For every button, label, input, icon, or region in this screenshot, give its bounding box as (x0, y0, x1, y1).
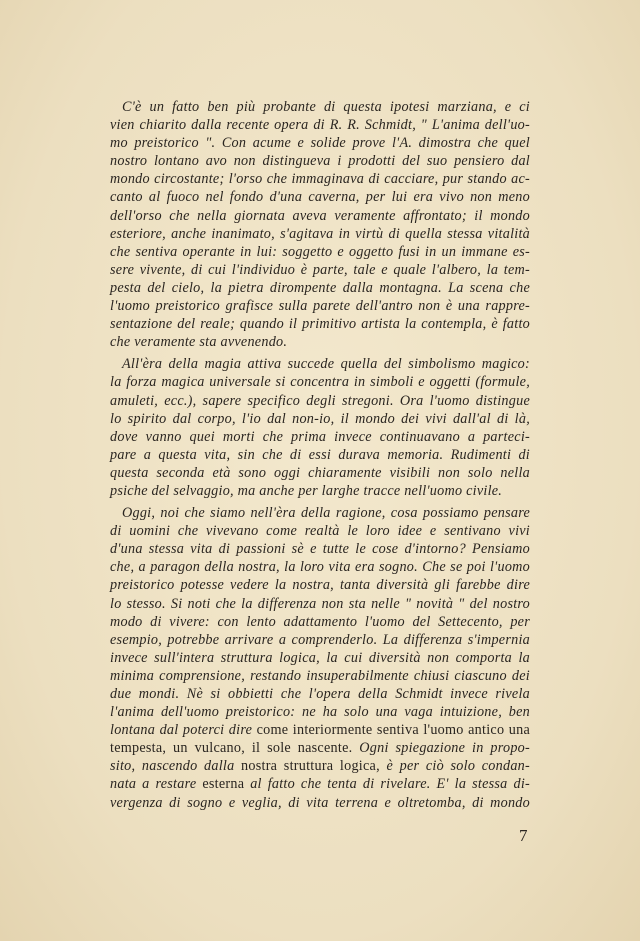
italic-text: che sentiva operante in lui: soggetto e oggetto fusi in un immane es- (110, 243, 530, 260)
paragraph (110, 355, 530, 500)
italic-text: preistorico potesse vedere la nostra, tanta diversità gli farebbe dire (110, 577, 530, 594)
text-line (110, 576, 530, 594)
text-line (110, 134, 530, 152)
italic-text: nata a restare (110, 776, 197, 793)
text-line (110, 540, 530, 558)
text-line (110, 685, 530, 703)
roman-text: esterna (196, 776, 245, 793)
text-line (110, 649, 530, 667)
italic-text: lo stesso. Si noti che la differenza non sta nelle " novità " del nostro (110, 595, 530, 612)
text-line (110, 703, 530, 721)
italic-text: vergenza di sogno e veglia, di vita terrena e oltretomba, di mondo (110, 794, 530, 811)
italic-text: amuleti, ecc.), sapere specifico degli stregoni. Ora l'uomo distingue (110, 392, 530, 409)
italic-text: due mondi. Nè si obbietti che l'opera della Schmidt invece rivela (110, 686, 530, 702)
text-line (110, 410, 530, 428)
text-line (110, 446, 530, 464)
text-line (110, 315, 530, 333)
italic-text: al fatto che tenta di rivelare. E' la stessa di- (244, 776, 530, 793)
italic-text: sentazione del reale; quando il primitivo artista la contempla, è fatto (110, 316, 530, 333)
italic-text: vien chiarito dalla recente opera di R. R. Schmidt, " L'anima dell'uo- (110, 117, 530, 134)
text-line (110, 739, 530, 757)
text-line (110, 152, 530, 170)
italic-text: minima comprensione, restando insuperabilmente chiusi ciascuno dei (110, 667, 530, 684)
paragraph (110, 98, 530, 351)
italic-text: psiche del selvaggio, ma anche per larghe tracce nell'uomo civile. (110, 482, 503, 499)
roman-text: come interiormente sentiva l'uomo antico una (252, 722, 530, 739)
text-line (110, 667, 530, 685)
text-line (110, 188, 530, 206)
italic-text: che, a paragon della nostra, la loro vita era sogno. Che se poi l'uomo (110, 559, 530, 576)
text-line (110, 98, 530, 116)
italic-text: che veramente sta avvenendo. (110, 334, 288, 351)
italic-text: è per ciò solo condan- (379, 758, 530, 775)
italic-text: All'èra della magia attiva succede quella del simbolismo magico: (122, 356, 530, 373)
italic-text: la forza magica universale si concentra in simboli e oggetti (formule, (110, 374, 530, 391)
roman-text: tempesta, un vulcano, il sole nascente. (110, 740, 353, 757)
italic-text: modo di vivere: con lento adattamento l'uomo del Settecento, per (110, 613, 530, 630)
italic-text: canto al fuoco nel fondo d'una caverna, per lui era vivo non meno (110, 189, 530, 206)
italic-text: di uomini che vivevano come realtà le loro idee e sentivano vivi (110, 523, 530, 540)
text-line (110, 170, 530, 188)
text-line (110, 279, 530, 297)
italic-text: questa seconda età sono oggi chiaramente visibili non solo nella (110, 464, 530, 481)
text-line (110, 333, 530, 351)
text-line (110, 558, 530, 576)
italic-text: l'uomo preistorico grafisce sulla parete dell'antro non è una rappre- (110, 298, 530, 315)
page-body-text (110, 98, 530, 816)
italic-text: pare a questa vita, sin che di essi durava memoria. Rudimenti di (110, 446, 530, 463)
text-line (110, 392, 530, 410)
italic-text: C'è un fatto ben più probante di questa ipotesi marziana, e ci (122, 99, 530, 115)
text-line (110, 225, 530, 243)
text-line (110, 721, 530, 739)
text-line (110, 613, 530, 631)
italic-text: d'una stessa vita di passioni sè e tutte le cose d'intorno? Pensiamo (110, 541, 530, 558)
text-line (110, 428, 530, 446)
text-line (110, 464, 530, 482)
italic-text: lontana dal poterci dire (110, 722, 253, 739)
text-line (110, 261, 530, 279)
italic-text: mo preistorico ". Con acume e solide prove l'A. dimostra che quel (110, 135, 530, 152)
text-line (110, 243, 530, 261)
italic-text: mondo circostante; l'orso che immaginava di cacciare, pur stando ac- (110, 171, 530, 188)
italic-text: invece sull'intera struttura logica, la cui diversità non comporta la (110, 649, 530, 666)
roman-text: nostra struttura logica, (234, 758, 380, 775)
italic-text: nostro lontano avo non distingueva i prodotti del suo pensiero dal (110, 153, 530, 170)
italic-text: lo spirito dal corpo, l'io dal non-io, il mondo dei vivi dall'al di là, (110, 410, 530, 427)
text-line (110, 355, 530, 373)
italic-text: pesta del cielo, la pietra dirompente dalla montagna. La scena che (110, 279, 530, 296)
text-line (110, 631, 530, 649)
italic-text: Ogni spiegazione in propo- (352, 740, 530, 757)
italic-text: sere vivente, di cui l'individuo è parte, tale e quale l'albero, la tem- (110, 261, 530, 278)
text-line (110, 297, 530, 315)
text-line (110, 794, 530, 812)
italic-text: dove vanno quei morti che prima invece continuavano a parteci- (110, 428, 530, 445)
italic-text: dell'orso che nella giornata aveva veramente affrontato; il mondo (110, 207, 530, 224)
text-line (110, 504, 530, 522)
text-line (110, 595, 530, 613)
italic-text: l'anima dell'uomo preistorico: ne ha solo una vaga intuizione, ben (110, 704, 530, 721)
italic-text: esteriore, anche inanimato, s'agitava in virtù di quella stessa vitalità (110, 225, 530, 242)
text-line (110, 775, 530, 793)
text-line (110, 482, 530, 500)
text-line (110, 207, 530, 225)
text-line (110, 757, 530, 775)
italic-text: sito, nascendo dalla (110, 758, 235, 775)
italic-text: esempio, potrebbe arrivare a comprenderlo. La differenza s'impernia (110, 631, 530, 648)
text-line (110, 522, 530, 540)
paragraph (110, 504, 530, 812)
text-line (110, 373, 530, 391)
text-line (110, 116, 530, 134)
page-number: 7 (519, 826, 528, 845)
italic-text: Oggi, noi che siamo nell'èra della ragione, cosa possiamo pensare (122, 505, 530, 522)
